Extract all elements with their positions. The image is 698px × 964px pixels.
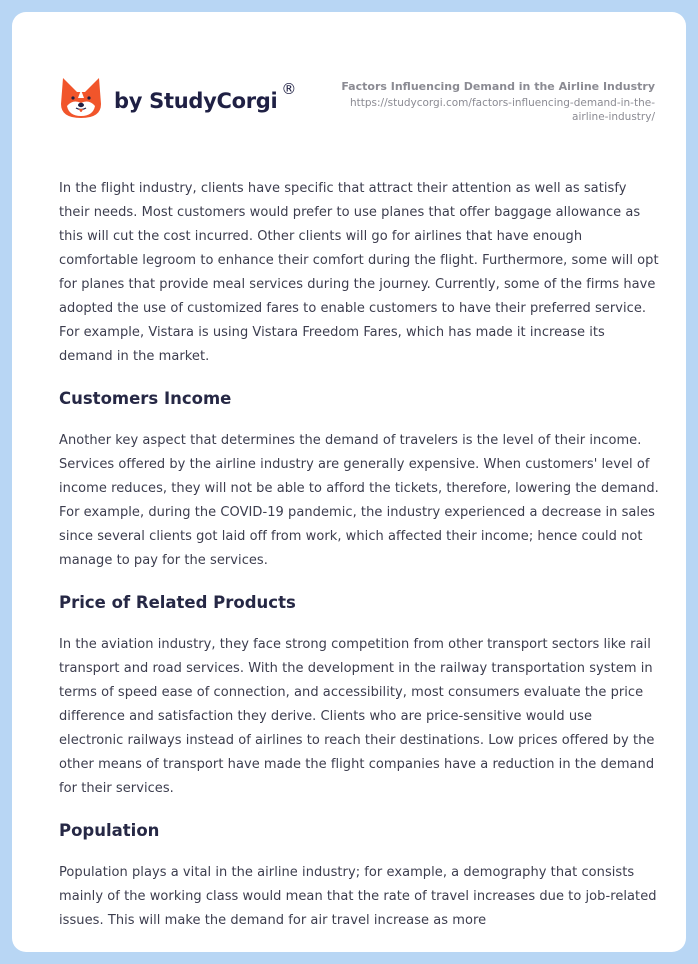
studycorgi-logo[interactable] <box>60 76 296 120</box>
registered-mark: ® <box>281 80 297 98</box>
section-paragraph-price-related-products: In the aviation industry, they face strong competition from other transport sectors like rail transport and road services. With the development in the railway transportation system in terms of speed ease of connection, and accessibility, most consumers evaluate the price difference and satisfaction they derive. Clients who are price-sensitive would use electronic railways instead of airlines to reach their destinations. Low prices offered by the other means of transport have made the flight companies have a reduction in the demand for their services. <box>59 637 655 796</box>
document-meta <box>315 80 655 124</box>
article-body <box>59 177 659 951</box>
corgi-head-icon <box>60 76 102 120</box>
section-heading-customers-income: Customers Income <box>59 389 232 408</box>
document-url[interactable]: https://studycorgi.com/factors-influencing-demand-in-the-airline-industry/ <box>349 97 655 123</box>
section-heading-price-related-products: Price of Related Products <box>59 593 296 612</box>
document-card <box>12 12 686 952</box>
section-paragraph-customers-income: Another key aspect that determines the demand of travelers is the level of their income. Services offered by the airline industry are generally expensive. When customers' level of income reduces, they will not be able to afford the tickets, therefore, lowering the demand. For example, during the COVID-19 pandemic, the industry experienced a decrease in sales since several clients got laid off from work, which affected their income; hence could not manage to pay for the services. <box>59 433 659 568</box>
section-heading-population: Population <box>59 821 160 840</box>
brand-name: by StudyCorgi <box>114 89 278 113</box>
document-title: Factors Influencing Demand in the Airline Industry <box>341 80 655 93</box>
section-paragraph-population: Population plays a vital in the airline industry; for example, a demography that consists mainly of the working class would mean that the rate of travel increases due to job-related issues. This will make the demand for air travel increase as more <box>59 865 657 928</box>
intro-paragraph: In the flight industry, clients have specific that attract their attention as well as satisfy their needs. Most customers would prefer to use planes that offer baggage allowance as this will cut the cost incurred. Other clients will go for airlines that have enough comfortable legroom to enhance their comfort during the flight. Furthermore, some will opt for planes that provide meal services during the journey. Currently, some of the firms have adopted the use of customized fares to enable customers to have their preferred service. For example, Vistara is using Vistara Freedom Fares, which has made it increase its demand in the market. <box>59 181 659 364</box>
